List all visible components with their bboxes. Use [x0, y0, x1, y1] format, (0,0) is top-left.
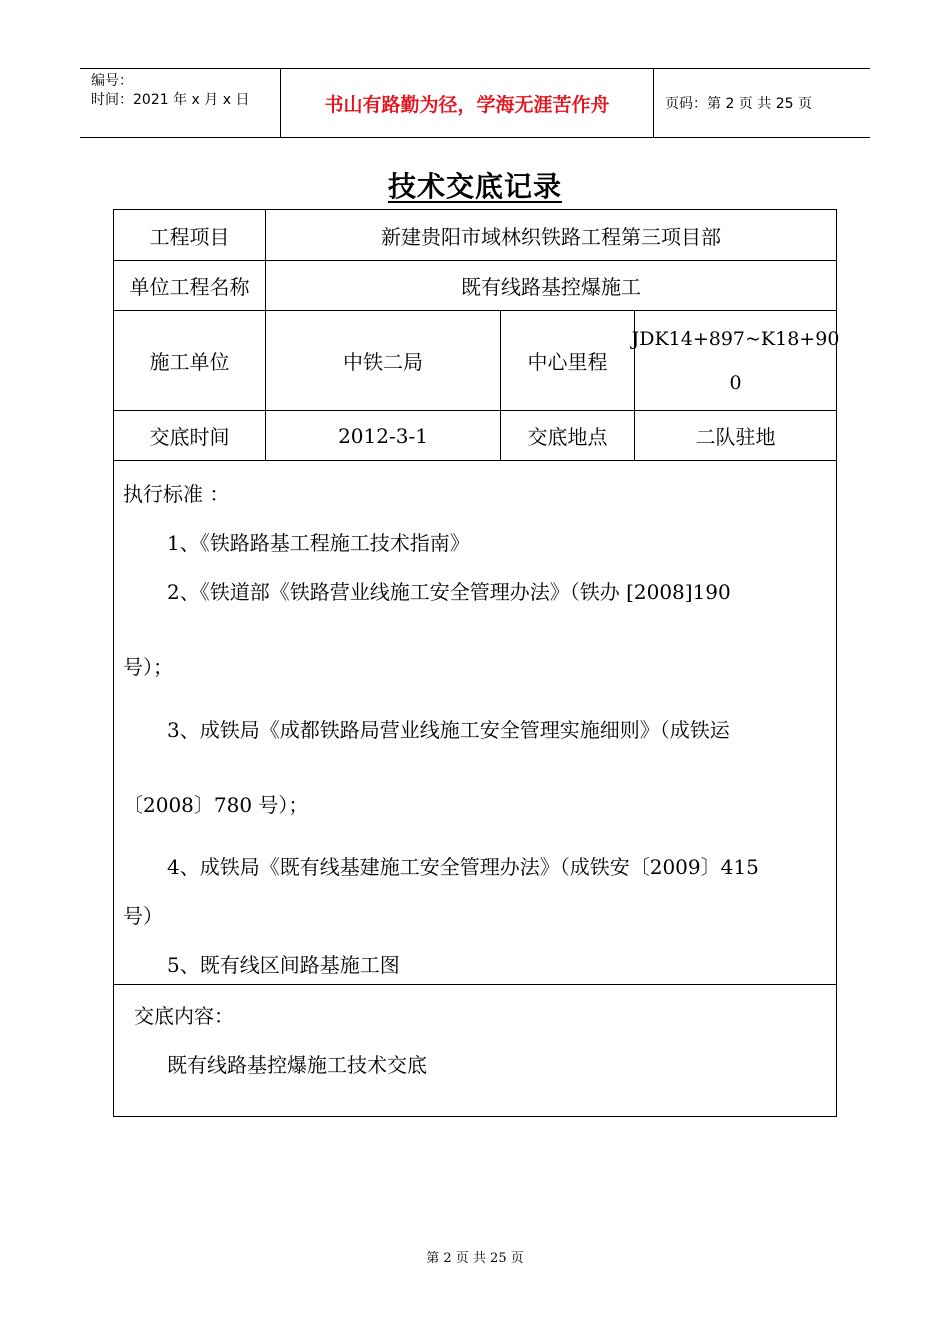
unit-label: 单位工程名称 — [129, 275, 250, 299]
document-title — [0, 165, 950, 205]
standard-item-cont: 号）； — [123, 655, 173, 679]
document-title-text: 技术交底记录 — [387, 170, 562, 203]
header-meta — [80, 69, 280, 137]
time-value: 2012-3-1 — [338, 423, 428, 448]
constructor-label: 施工单位 — [149, 350, 230, 374]
standard-item: 5、既有线区间路基施工图 — [167, 953, 400, 977]
page-footer: 第 2 页 共 25 页 — [426, 1251, 524, 1266]
content-body: 既有线路基控爆施工技术交底 — [167, 1053, 427, 1077]
project-value: 新建贵阳市域林织铁路工程第三项目部 — [381, 224, 721, 249]
place-label: 交底地点 — [527, 425, 608, 449]
header-motto: 书山有路勤为径，学海无涯苦作舟 — [324, 93, 610, 116]
mileage-value — [631, 311, 840, 410]
page-header — [80, 68, 870, 138]
header-divider — [653, 69, 654, 137]
constructor-value: 中铁二局 — [343, 350, 423, 374]
document-number: 编号： — [91, 73, 133, 89]
mileage-label: 中心里程 — [527, 350, 608, 374]
document-date: 时间：2021 年 x 月 x 日 — [91, 92, 250, 108]
standard-item-cont: 〔2008〕780 号）； — [123, 793, 309, 817]
time-label: 交底时间 — [149, 425, 230, 449]
header-page-info: 页码：第 2 页 共 25 页 — [665, 96, 812, 112]
row-divider — [114, 460, 836, 461]
standard-item-cont: 号） — [123, 904, 163, 928]
place-value: 二队驻地 — [695, 425, 776, 449]
standards-heading: 执行标准 ： — [123, 482, 230, 506]
mileage-line-2: 0 — [729, 371, 742, 394]
standard-item: 2、《铁道部《铁路营业线施工安全管理办法》（铁办 [2008]190 — [167, 580, 731, 604]
standard-item: 4、成铁局《既有线基建施工安全管理办法》（成铁安〔2009〕415 — [167, 855, 759, 879]
standard-item: 3、成铁局《成都铁路局营业线施工安全管理实施细则》（成铁运 — [167, 718, 730, 742]
standard-item: 1、《铁路路基工程施工技术指南》 — [167, 531, 470, 555]
unit-value: 既有线路基控爆施工 — [461, 275, 641, 299]
row-divider — [114, 984, 836, 985]
mileage-line-1: JDK14+897~K18+90 — [631, 327, 840, 350]
content-heading: 交底内容： — [134, 1004, 234, 1028]
disclosure-table — [113, 209, 840, 1117]
project-label: 工程项目 — [149, 224, 230, 249]
